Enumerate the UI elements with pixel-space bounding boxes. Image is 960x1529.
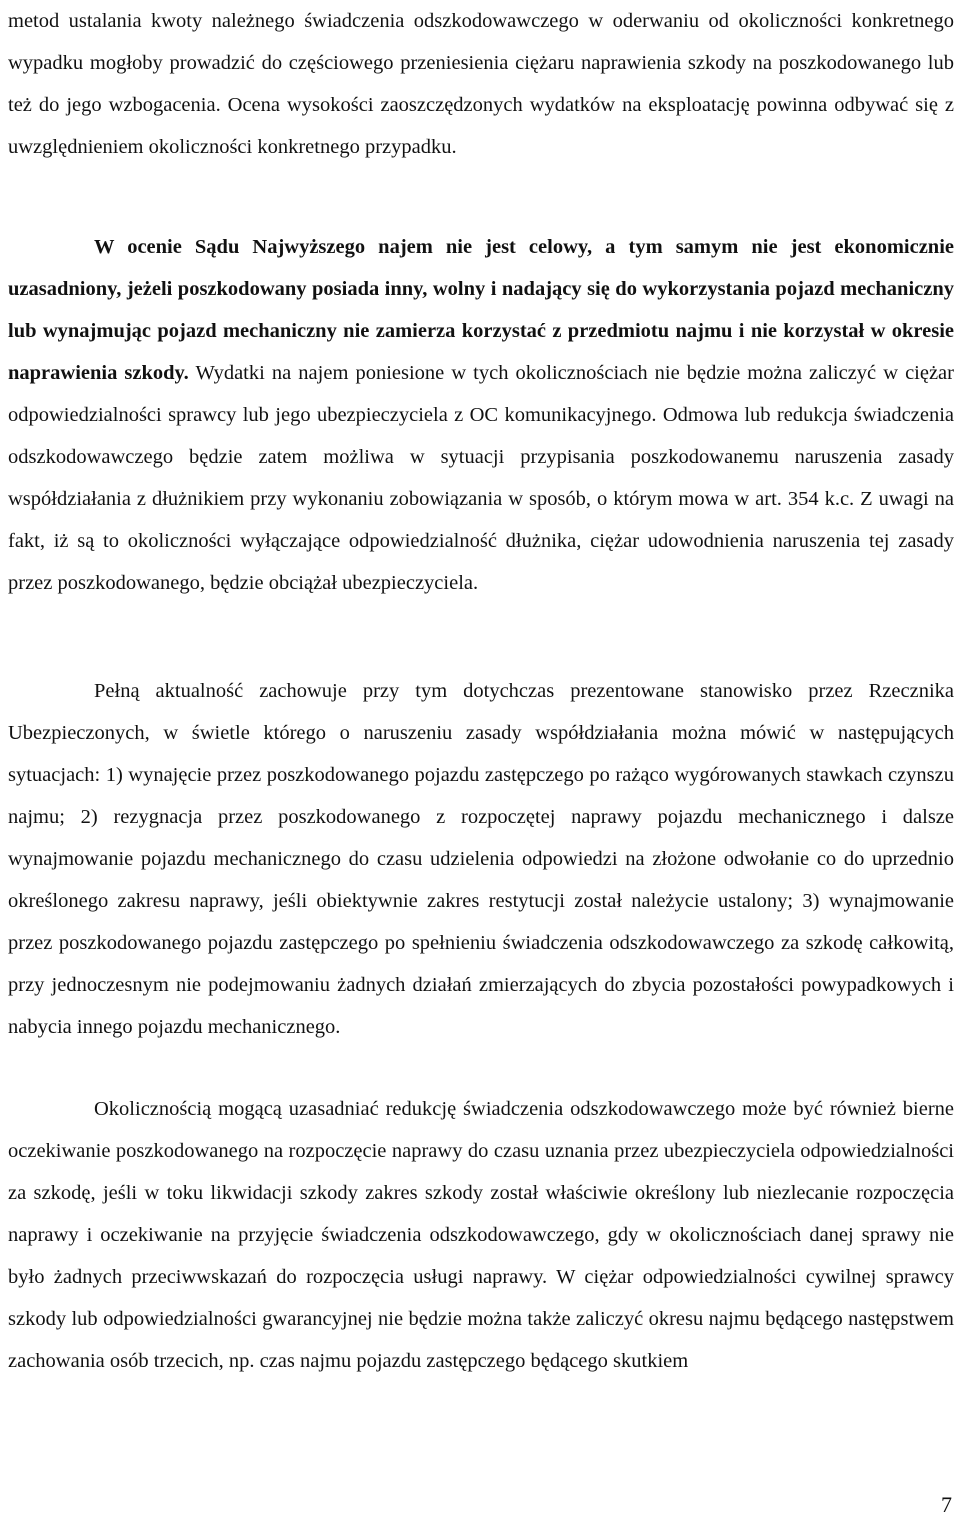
paragraph-2-bold-text: W ocenie Sądu Najwyższego najem nie jest celowy, a tym samym nie jest ekonomicznie uzasadniony, jeżeli poszkodowany posiada inny, wolny i nadający się do wykorzystania pojazd mechaniczny lub wynajmując pojazd mechaniczny nie zamierza korzystać z przedmiotu najmu i nie korzystał w okresie naprawienia szkody.: [8, 236, 954, 384]
paragraph-3: Pełną aktualność zachowuje przy tym dotychczas prezentowane stanowisko przez Rzecznika Ubezpieczonych, w świetle którego o naruszeniu zasady współdziałania można mówić w następujących sytuacjach: 1) wynajęcie przez poszkodowanego pojazdu zastępczego po rażąco wygórowanych stawkach czynszu najmu; 2) rezygnacja przez poszkodowanego z rozpoczętej naprawy pojazdu mechanicznego i dalsze wynajmowanie pojazdu mechanicznego do czasu udzielenia odpowiedzi na złożone odwołanie co do uprzednio określonego zakresu naprawy, jeśli obiektywnie zakres restytucji został należycie ustalony; 3) wynajmowanie przez poszkodowanego pojazdu zastępczego po spełnieniu świadczenia odszkodowawczego za szkodę całkowitą, przy jednoczesnym nie podejmowaniu żadnych działań zmierzających do zbycia pozostałości powypadkowych i nabycia innego pojazdu mechanicznego.: [8, 680, 954, 1038]
paragraph-2: [8, 226, 954, 604]
paragraph-4: Okolicznością mogącą uzasadniać redukcję świadczenia odszkodowawczego może być również bierne oczekiwanie poszkodowanego na rozpoczęcie naprawy do czasu uznania przez ubezpieczyciela odpowiedzialności za szkodę, jeśli w toku likwidacji szkody zakres szkody został właściwie określony lub niezlecanie rozpoczęcia naprawy i oczekiwanie na przyjęcie świadczenia odszkodowawczego, gdy w okolicznościach danej sprawy nie było żadnych przeciwwskazań do rozpoczęcia usługi naprawy. W ciężar odpowiedzialności cywilnej sprawcy szkody lub odpowiedzialności gwarancyjnej nie będzie można także zaliczyć okresu najmu będącego następstwem zachowania osób trzecich, np. czas najmu pojazdu zastępczego będącego skutkiem: [8, 1098, 954, 1372]
page-number: 7: [941, 1492, 952, 1517]
paragraph-1: metod ustalania kwoty należnego świadczenia odszkodowawczego w oderwaniu od okoliczności konkretnego wypadku mogłoby prowadzić do częściowego przeniesienia ciężaru naprawienia szkody na poszkodowanego lub też do jego wzbogacenia. Ocena wysokości zaoszczędzonych wydatków na eksploatację powinna odbywać się z uwzględnieniem okoliczności konkretnego przypadku.: [8, 10, 954, 158]
paragraph-2-regular-text: Wydatki na najem poniesione w tych okolicznościach nie będzie można zaliczyć w ciężar odpowiedzialności sprawcy lub jego ubezpieczyciela z OC komunikacyjnego. Odmowa lub redukcja świadczenia odszkodowawczego będzie zatem możliwa w sytuacji przypisania poszkodowanemu naruszenia zasady współdziałania z dłużnikiem przy wykonaniu zobowiązania w sposób, o którym mowa w art. 354 k.c. Z uwagi na fakt, iż są to okoliczności wyłączające odpowiedzialność dłużnika, ciężar udowodnienia naruszenia tej zasady przez poszkodowanego, będzie obciążał ubezpieczyciela.: [8, 362, 954, 594]
